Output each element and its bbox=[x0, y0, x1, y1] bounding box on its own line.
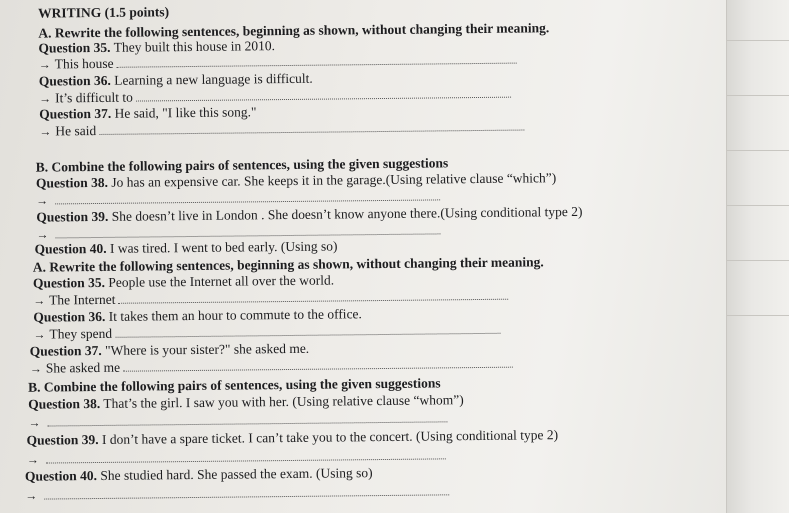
question: Question 39. She doesn’t live in London . She doesn’t know anyone there.(Using conditional type 2) bbox=[36, 203, 583, 225]
answer-line[interactable]: → He said bbox=[39, 118, 524, 140]
answer-line[interactable]: → She asked me bbox=[30, 355, 513, 377]
question: Question 37. "Where is your sister?" she asked me. bbox=[29, 340, 310, 359]
question: Question 39. I don’t have a spare ticket. I can’t take you to the concert. (Using conditional type 2) bbox=[26, 427, 559, 448]
answer-line[interactable]: → bbox=[25, 482, 449, 503]
answer-line[interactable]: → bbox=[36, 187, 440, 208]
question: Question 36. It takes them an hour to commute to the office. bbox=[33, 306, 362, 325]
answer-line[interactable]: → The Internet bbox=[33, 287, 508, 309]
question: Question 35. People use the Internet all over the world. bbox=[32, 272, 335, 291]
page-title: WRITING (1.5 points) bbox=[38, 4, 170, 21]
question: Question 37. He said, "I like this song." bbox=[39, 104, 257, 122]
question: Question 38. That’s the girl. I saw you with her. (Using relative clause “whom”) bbox=[28, 392, 464, 412]
section-heading: B. Combine the following pairs of sentences, using the given suggestions bbox=[27, 375, 441, 395]
answer-line[interactable]: → bbox=[28, 409, 447, 430]
paper-edge bbox=[726, 0, 789, 513]
answer-line[interactable]: → bbox=[27, 446, 446, 467]
question: Question 36. Learning a new language is difficult. bbox=[38, 70, 313, 89]
answer-line[interactable]: → bbox=[36, 221, 440, 242]
answer-line[interactable]: → This house bbox=[39, 51, 517, 73]
question: Question 35. They built this house in 2010. bbox=[38, 38, 275, 56]
section-heading: A. Rewrite the following sentences, beginning as shown, without changing their meaning. bbox=[32, 254, 544, 275]
question: Question 38. Jo has an expensive car. She keeps it in the garage.(Using relative clause “which”) bbox=[35, 170, 557, 191]
question: Question 40. She studied hard. She passed the exam. (Using so) bbox=[24, 465, 373, 484]
question: Question 40. I was tired. I went to bed early. (Using so) bbox=[34, 238, 338, 257]
section-heading: A. Rewrite the following sentences, beginning as shown, without changing their meaning. bbox=[38, 20, 550, 41]
answer-line[interactable]: → It’s difficult to bbox=[39, 85, 511, 107]
section-heading: B. Combine the following pairs of sentences, using the given suggestions bbox=[35, 155, 449, 175]
answer-line[interactable]: → They spend bbox=[33, 321, 500, 343]
